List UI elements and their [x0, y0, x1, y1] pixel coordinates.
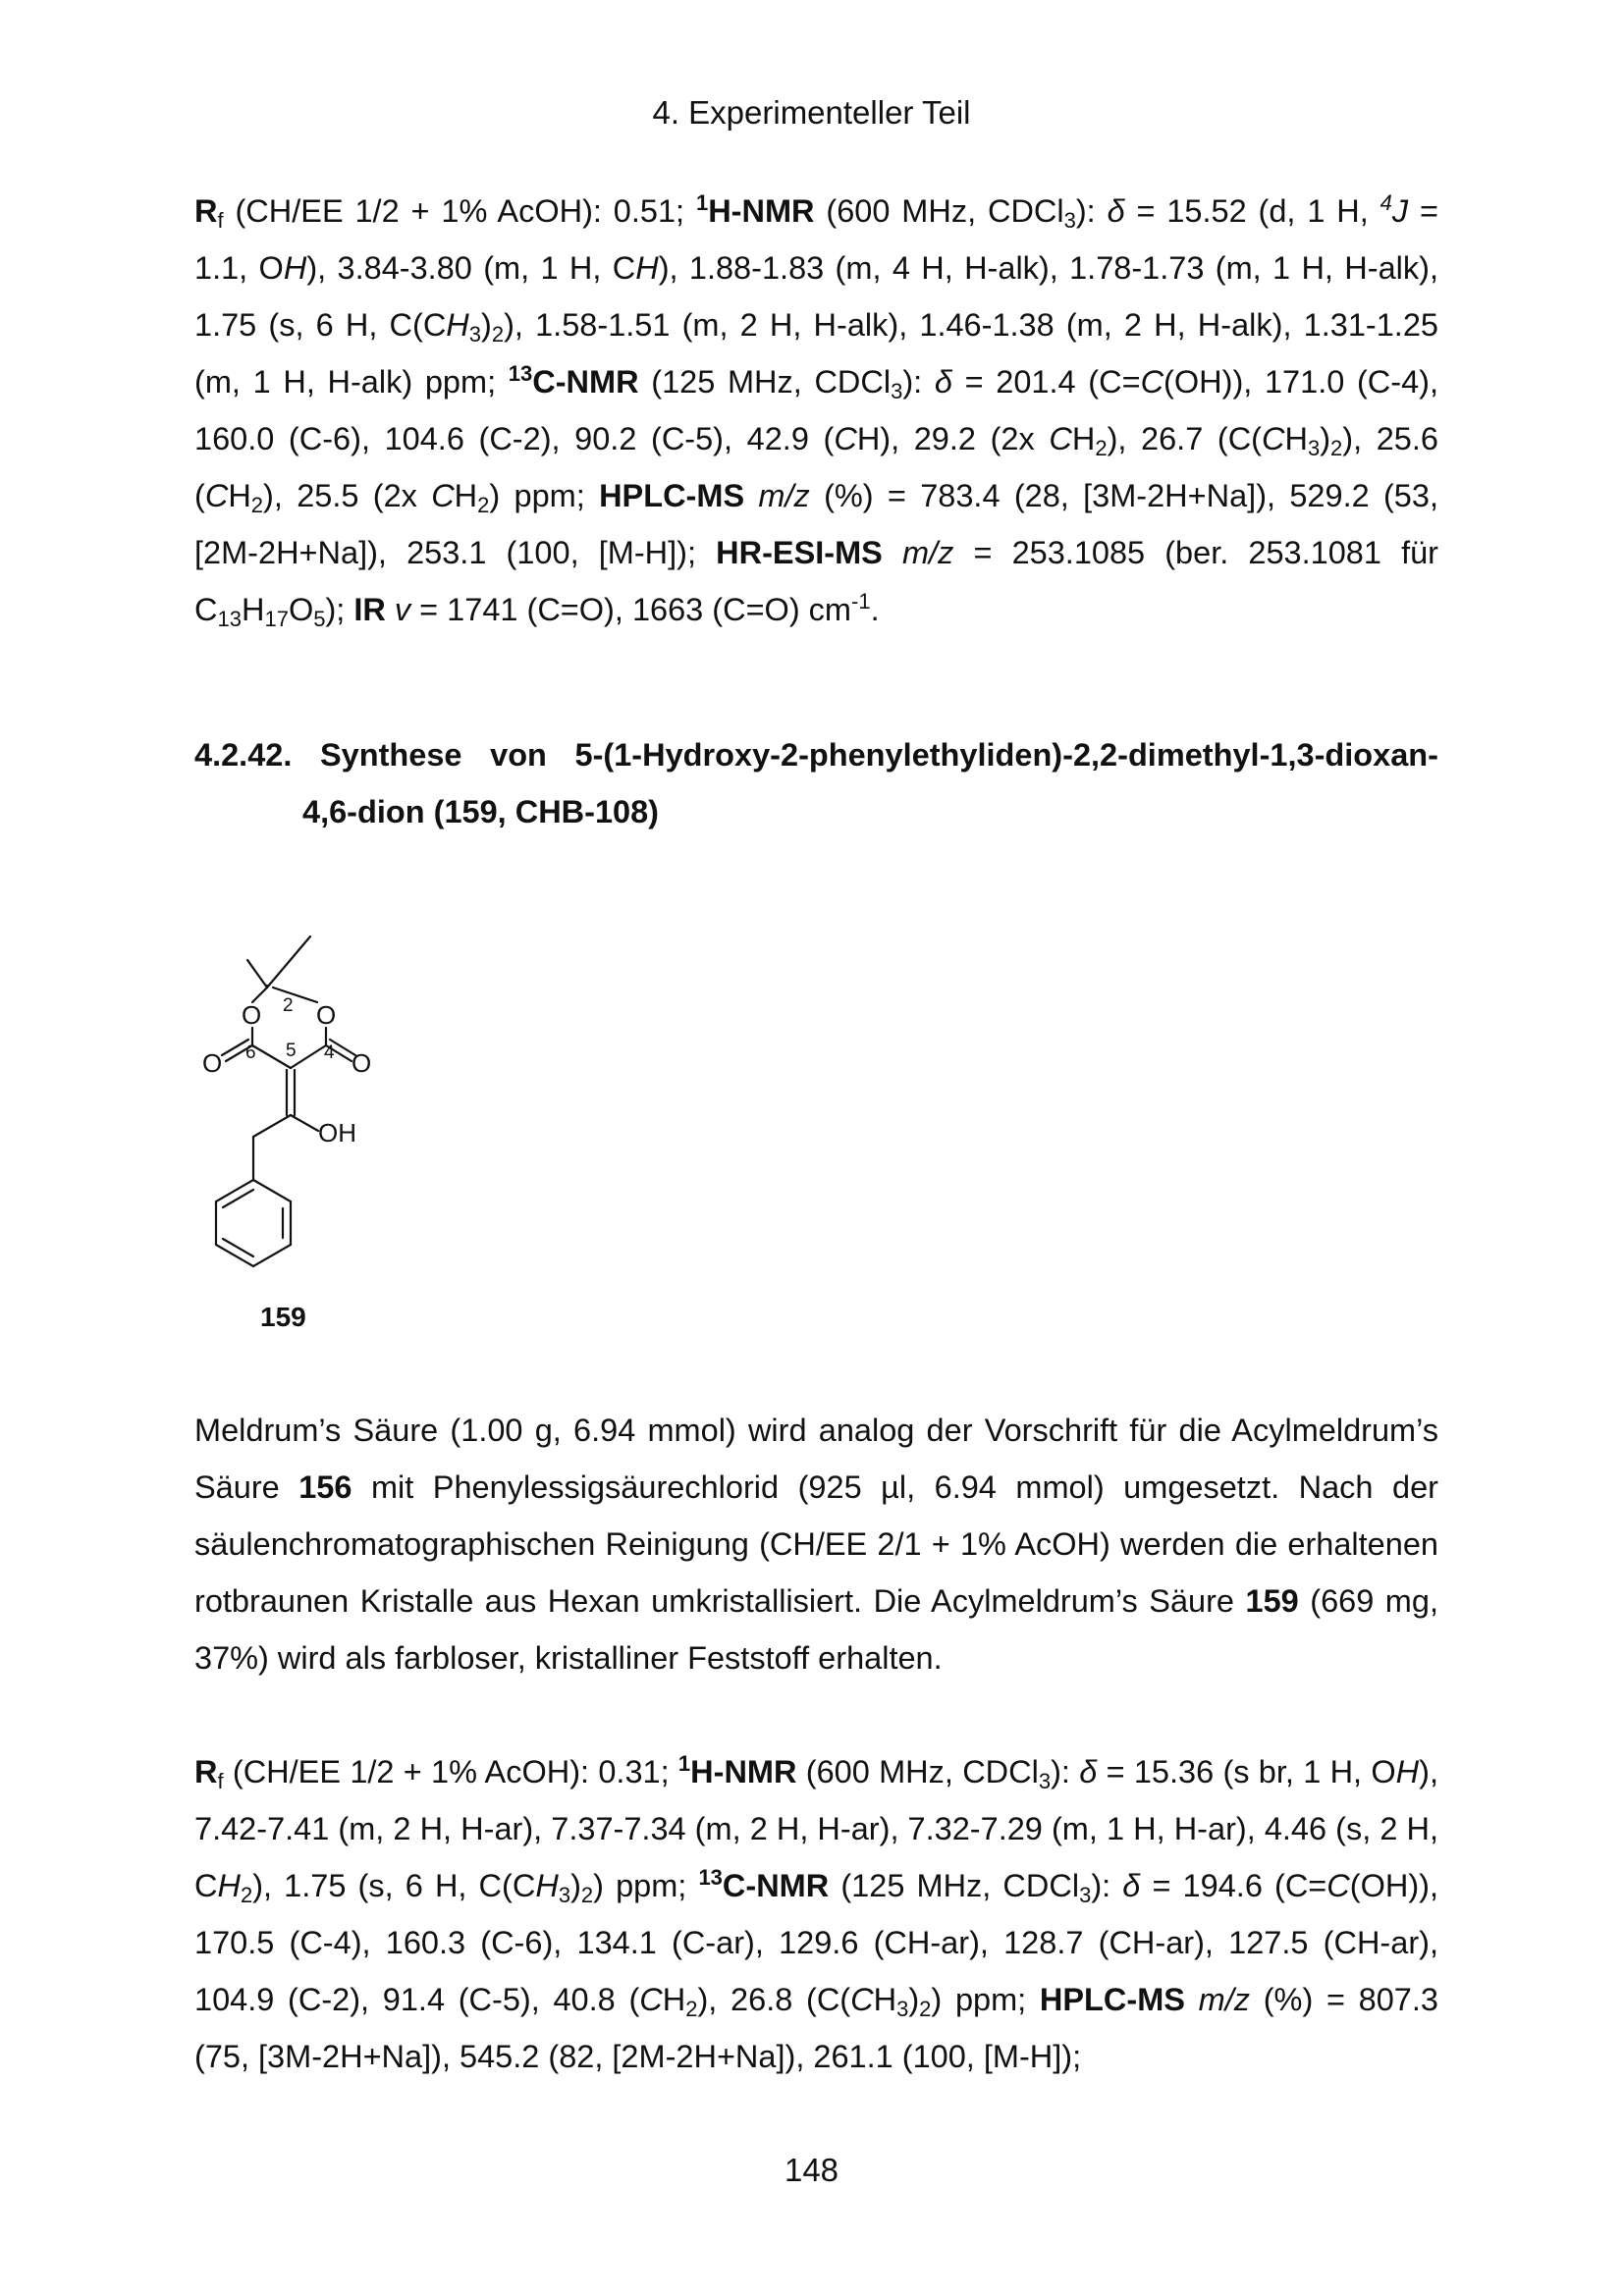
section-heading: 4.2.42. Synthese von 5-(1-Hydroxy-2-phenylethyliden)-2,2-dimethyl-1,3-dioxan- 4,6-dion (159, CHB-108) — [194, 726, 1438, 840]
characterization-paragraph-1: $R_f$ (CH/EE 1/2 + 1% AcOH): 0.51; $^1$H-NMR (600 MHz, CDCl$_3$): δ = 15.52 (d, 1 H, $^4$J = 1.1, OH), 3.84-3.80 (m, 1 H, CH), 1.88-1.83 (m, 4 H, H-alk), 1.78-1.73 (m, 1 H, H-alk), 1.75 (s, 6 H, $C(CH_3)_2$), 1.58-1.51 (m, 2 H, H-alk), 1.46-1.38 (m, 2 H, H-alk), 1.31-1.25 (m, 1 H, H-alk) ppm; $^{13}$C-NMR (125 MHz, CDCl$_3$): δ = 201.4 (C=C(OH)), 171.0 (C-4), 160.0 (C-6), 104.6 (C-2), 90.2 (C-5), 42.9 (CH), 29.2 (2x $CH_2$), 26.7 $(C(CH_3)_2)$, 25.6 $(CH_2)$, 25.5 (2x $CH_2$) ppm; HPLC-MS m/z (%) = 783.4 (28, [3M-2H+Na]), 529.2 (53, [2M-2H+Na]), 253.1 (100, [M-H]); HR-ESI-MS m/z = 253.1085 (ber. 253.1081 für $C_{13}H_{17}O_5$); IR v = 1741 (C=O), 1663 (C=O) $cm^{-1}$. — [194, 190, 1439, 631]
bond-methyl-1 — [247, 960, 267, 988]
atom-o4: O — [352, 1048, 372, 1078]
atom-oh: OH — [318, 1118, 356, 1148]
page-number: 148 — [784, 2152, 839, 2188]
characterization-paragraph-2: $R_f$ (CH/EE 1/2 + 1% AcOH): 0.31; $^1$H-NMR (600 MHz, CDCl$_3$): δ = 15.36 (s br, 1 H, OH), 7.42-7.41 (m, 2 H, H-ar), 7.37-7.34 (m, 2 H, H-ar), 7.32-7.29 (m, 1 H, H-ar), 4.46 (s, 2 H, $CH_2$), 1.75 (s, 6 H, $C(CH_3)_2$) ppm; $^{13}$C-NMR (125 MHz, CDCl$_3$): δ = 194.6 (C=C(OH)), 170.5 (C-4), 160.3 (C-6), 134.1 (C-ar), 129.6 (CH-ar), 128.7 (CH-ar), 127.5 (CH-ar), 104.9 (C-2), 91.4 (C-5), 40.8 $(CH_2)$, 26.8 $(C(CH_3)_2)$ ppm; HPLC-MS m/z (%) = 807.3 (75, [3M-2H+Na]), 545.2 (82, [2M-2H+Na]), 261.1 (100, [M-H]); — [194, 1751, 1439, 2074]
bond-c1p-oh — [291, 1115, 318, 1131]
atom-o2: O — [202, 1048, 223, 1078]
atom-number-4: 4 — [324, 1042, 335, 1063]
compound-label: 159 — [260, 1302, 306, 1332]
atom-o3: O — [316, 1000, 337, 1030]
running-header: 4. Experimenteller Teil — [652, 94, 971, 131]
structure-159 — [187, 923, 422, 1306]
atom-number-5: 5 — [286, 1041, 297, 1061]
atom-o1: O — [242, 1000, 262, 1030]
bond-c1p-ch2 — [253, 1115, 291, 1137]
bond-c6-o2-double — [222, 1040, 248, 1055]
atom-number-6: 6 — [245, 1042, 256, 1063]
atom-number-2: 2 — [283, 995, 294, 1016]
bond-c2-o3 — [273, 988, 317, 1002]
phenyl-double-2 — [223, 1239, 253, 1256]
section-number: 4.2.42. — [194, 737, 293, 773]
bond-methyl-2 — [267, 936, 310, 988]
procedure-paragraph: Meldrum’s Säure (1.00 g, 6.94 mmol) wird analog der Vorschrift für die Acylmeldrum’s Säure 156 mit Phenylessigsäurechlorid (925 µl, 6.94 mmol) umgesetzt. Nach der säulenchromatographischen Reinigung (CH/EE 2/1 + 1% AcOH) werden die erhaltenen rotbraunen Kristalle aus Hexan umkristallisiert. Die Acylmeldrum’s Säure 159 (669 mg, 37%) wird als farbloser, kristalliner Feststoff erhalten. — [194, 1413, 1438, 1676]
phenyl-double-3 — [223, 1190, 253, 1207]
phenyl-ring — [216, 1180, 291, 1266]
